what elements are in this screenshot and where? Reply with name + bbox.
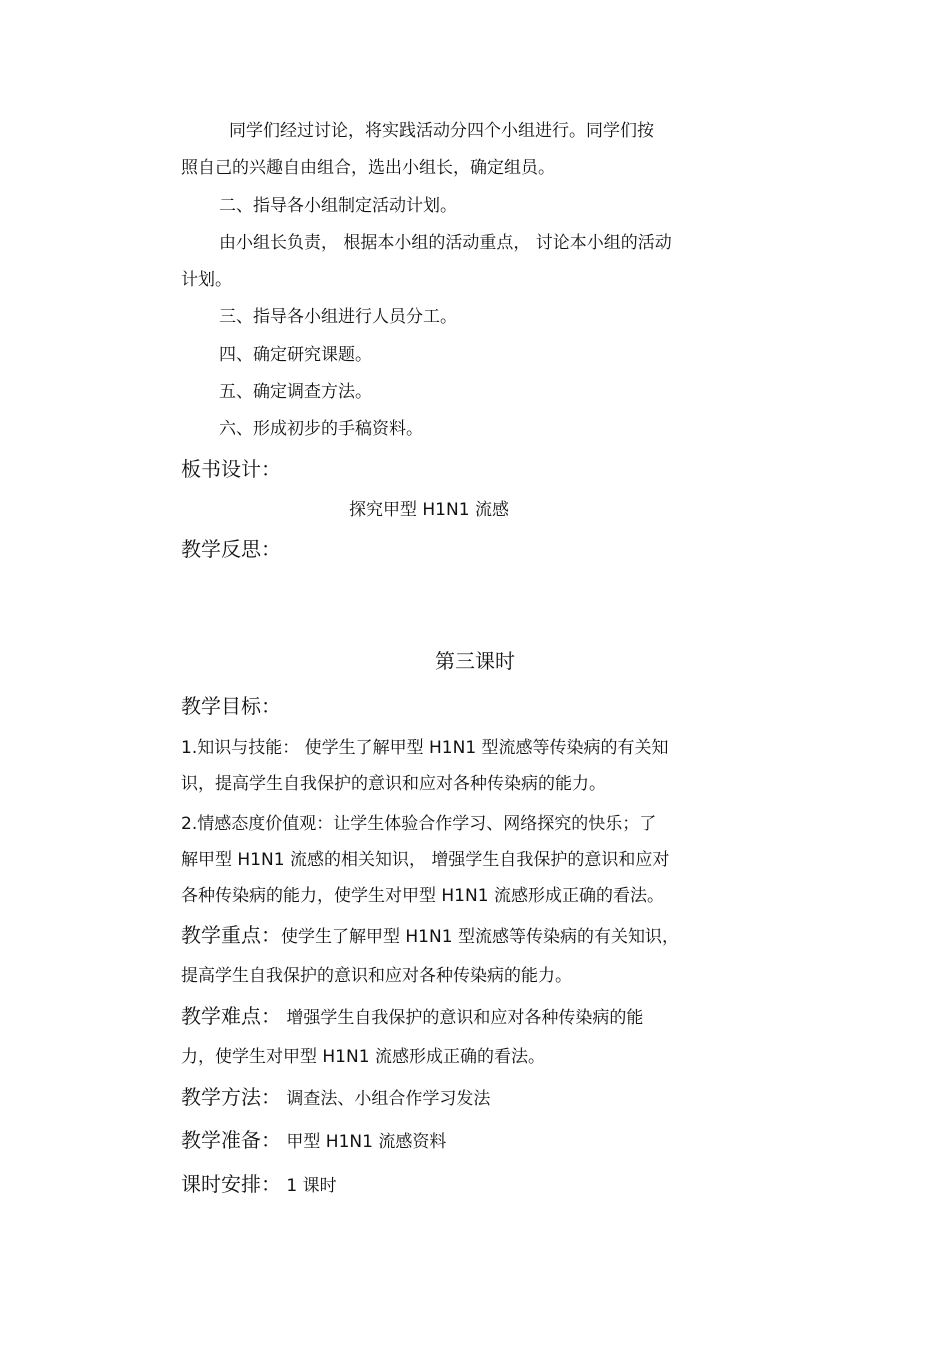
method-label: 教学方法：	[181, 1085, 281, 1109]
difficulty-text: 增强学生自我保护的意识和应对各种传染病的能	[281, 1008, 644, 1028]
objective-2-line2: 解甲型 H1N1 流感的相关知识， 增强学生自我保护的意识和应对	[181, 850, 670, 870]
key-point-line2: 提高学生自我保护的意识和应对各种传染病的能力。	[181, 966, 572, 986]
schedule-line	[181, 1171, 337, 1197]
prep-value: 甲型 H1N1 流感资料	[281, 1132, 447, 1152]
para2-line1: 由小组长负责， 根据本小组的活动重点， 讨论本小组的活动	[219, 233, 672, 253]
para1-line1: 同学们经过讨论，将实践活动分四个小组进行。同学们按	[229, 121, 654, 141]
lesson3-title: 第三课时	[435, 649, 515, 673]
key-point-text: 使学生了解甲型 H1N1 型流感等传染病的有关知识，	[281, 927, 679, 947]
objective-1-line1: 1.知识与技能： 使学生了解甲型 H1N1 型流感等传染病的有关知	[181, 738, 669, 758]
step-5: 五、确定调查方法。	[219, 382, 372, 402]
step-2: 二、指导各小组制定活动计划。	[219, 196, 457, 216]
prep-line	[181, 1127, 446, 1153]
reflection-label: 教学反思：	[181, 537, 281, 561]
para1-line2: 照自己的兴趣自由组合，选出小组长，确定组员。	[181, 158, 555, 178]
key-point-line1	[181, 922, 679, 948]
difficulty-label: 教学难点：	[181, 1004, 281, 1028]
objective-1-line2: 识，提高学生自我保护的意识和应对各种传染病的能力。	[181, 774, 606, 794]
difficulty-line1	[181, 1003, 643, 1029]
schedule-label: 课时安排：	[181, 1172, 281, 1196]
board-design-content: 探究甲型 H1N1 流感	[349, 500, 509, 520]
objective-2-line3: 各种传染病的能力，使学生对甲型 H1N1 流感形成正确的看法。	[181, 886, 664, 906]
step-6: 六、形成初步的手稿资料。	[219, 419, 423, 439]
key-point-label: 教学重点：	[181, 923, 281, 947]
difficulty-line2: 力，使学生对甲型 H1N1 流感形成正确的看法。	[181, 1047, 545, 1067]
board-design-label: 板书设计：	[181, 457, 281, 481]
objective-2-line1: 2.情感态度价值观：让学生体验合作学习、网络探究的快乐；了	[181, 814, 657, 834]
method-line	[181, 1084, 490, 1110]
method-value: 调查法、小组合作学习发法	[281, 1089, 491, 1109]
para2-line2: 计划。	[181, 270, 232, 290]
prep-label: 教学准备：	[181, 1128, 281, 1152]
step-3: 三、指导各小组进行人员分工。	[219, 307, 457, 327]
schedule-value: 1 课时	[281, 1176, 337, 1196]
objectives-label: 教学目标：	[181, 694, 281, 718]
step-4: 四、确定研究课题。	[219, 345, 372, 365]
